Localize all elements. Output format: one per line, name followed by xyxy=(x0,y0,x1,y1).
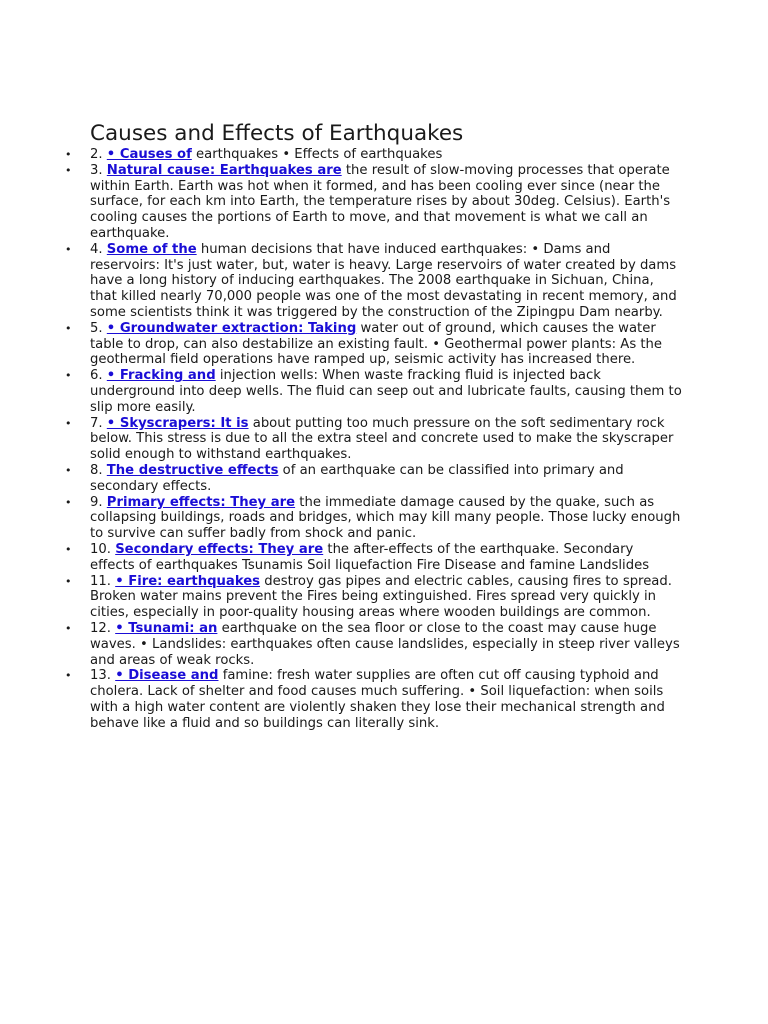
item-link[interactable]: Natural cause: Earthquakes are xyxy=(106,162,342,178)
bullet-icon: • xyxy=(65,416,72,430)
item-text: earthquakes • Effects of earthquakes xyxy=(196,147,443,162)
list-item xyxy=(65,541,682,574)
bullet-icon: • xyxy=(65,574,72,588)
bullet-icon: • xyxy=(65,321,72,335)
list-item xyxy=(65,241,682,321)
item-number: 6. xyxy=(90,368,103,384)
item-text: injection wells: When waste fracking fluid is injected back underground into deep wells. The fluid can seep out and lubricate faults, causing them to slip more easily. xyxy=(90,368,682,415)
item-text: human decisions that have induced earthquakes: • Dams and reservoirs: It's just water, but, water is heavy. Large reservoirs of water created by dams have a long history of inducing earthquakes. The 2008 earthquake in Sichuan, China, that killed nearly 70,000 people was one of the most devastating in recent memory, and some scientists think it was triggered by the construction of the Zipingpu Dam nearby. xyxy=(90,241,677,320)
list-item xyxy=(65,668,682,731)
bullet-icon: • xyxy=(65,148,72,161)
item-link[interactable]: The destructive effects xyxy=(106,462,279,478)
item-link[interactable]: • Disease and xyxy=(115,668,219,684)
item-number: 7. xyxy=(90,415,103,431)
item-text: earthquake on the sea floor or close to the coast may cause huge waves. • Landslides: earthquakes often cause landslides, especially in steep river valleys and areas of weak rocks. xyxy=(90,620,680,668)
item-link[interactable]: Some of the xyxy=(106,241,197,257)
item-text: water out of ground, which causes the water table to drop, can also destabilize an existing fault. • Geothermal power plants: As the geothermal field operations have ramped up, seismic activity has increased there. xyxy=(90,320,663,368)
item-link[interactable]: • Fracking and xyxy=(106,368,216,384)
item-link[interactable]: • Fire: earthquakes xyxy=(115,573,261,589)
item-number: 9. xyxy=(90,494,103,510)
item-link[interactable]: • Groundwater extraction: Taking xyxy=(106,320,357,336)
item-number: 3. xyxy=(90,162,103,178)
item-text: famine: fresh water supplies are often cut off causing typhoid and cholera. Lack of shelter and food causes much suffering. • Soil liquefaction: when soils with a high water content are violently shaken they lose their mechanical strength and behave like a fluid and so buildings can literally sink. xyxy=(90,668,665,731)
item-number: 2. xyxy=(90,147,103,162)
item-number: 5. xyxy=(90,320,103,336)
item-link[interactable]: • Skyscrapers: It is xyxy=(106,415,249,431)
item-text: about putting too much pressure on the soft sedimentary rock below. This stress is due to all the extra steel and concrete used to make the skyscraper solid enough to withstand earthquakes. xyxy=(90,415,674,463)
page-title: Causes and Effects of Earthquakes xyxy=(90,121,464,146)
item-number: 12. xyxy=(90,620,111,636)
bullet-icon: • xyxy=(65,242,72,256)
item-text: the after-effects of the earthquake. Secondary effects of earthquakes Tsunamis Soil liquefaction Fire Disease and famine Landslides xyxy=(90,541,650,573)
list-item xyxy=(65,162,682,242)
item-text: the immediate damage caused by the quake, such as collapsing buildings, roads and bridges, which may kill many people. Those lucky enough to survive can suffer badly from shock and panic. xyxy=(90,494,681,542)
item-text: of an earthquake can be classified into primary and secondary effects. xyxy=(90,462,624,494)
bullet-icon: • xyxy=(65,495,72,509)
list-item xyxy=(65,494,682,542)
bullet-icon: • xyxy=(65,463,72,477)
list-item xyxy=(65,462,682,495)
list-item xyxy=(65,147,682,163)
item-number: 4. xyxy=(90,241,103,257)
bullet-icon: • xyxy=(65,621,72,635)
item-number: 10. xyxy=(90,541,111,557)
list-item xyxy=(65,620,682,668)
list-item xyxy=(65,415,682,463)
bullet-icon: • xyxy=(65,369,72,383)
list-item xyxy=(65,368,682,415)
bullet-icon: • xyxy=(65,669,72,683)
item-link[interactable]: Secondary effects: They are xyxy=(115,541,324,557)
item-link[interactable]: • Causes of xyxy=(106,147,192,162)
item-link[interactable]: • Tsunami: an xyxy=(115,620,218,636)
list-item xyxy=(65,320,682,368)
item-number: 13. xyxy=(90,668,111,684)
item-number: 8. xyxy=(90,462,103,478)
item-link[interactable]: Primary effects: They are xyxy=(106,494,296,510)
item-number: 11. xyxy=(90,573,111,589)
item-text: destroy gas pipes and electric cables, causing fires to spread. Broken water mains prevent the Fires being extinguished. Fires spread very quickly in cities, especially in poor-quality housing areas where wooden buildings are common. xyxy=(90,573,672,621)
bullet-icon: • xyxy=(65,542,72,556)
list-item xyxy=(65,573,682,621)
slide-item-list xyxy=(65,147,682,731)
item-text: the result of slow-moving processes that operate within Earth. Earth was hot when it formed, and has been cooling ever since (near the surface, for each km into Earth, the temperature rises by about 30deg. Celsius). Earth's cooling causes the portions of Earth to move, and that movement is what we call an earthquake. xyxy=(90,162,671,241)
bullet-icon: • xyxy=(65,163,72,177)
